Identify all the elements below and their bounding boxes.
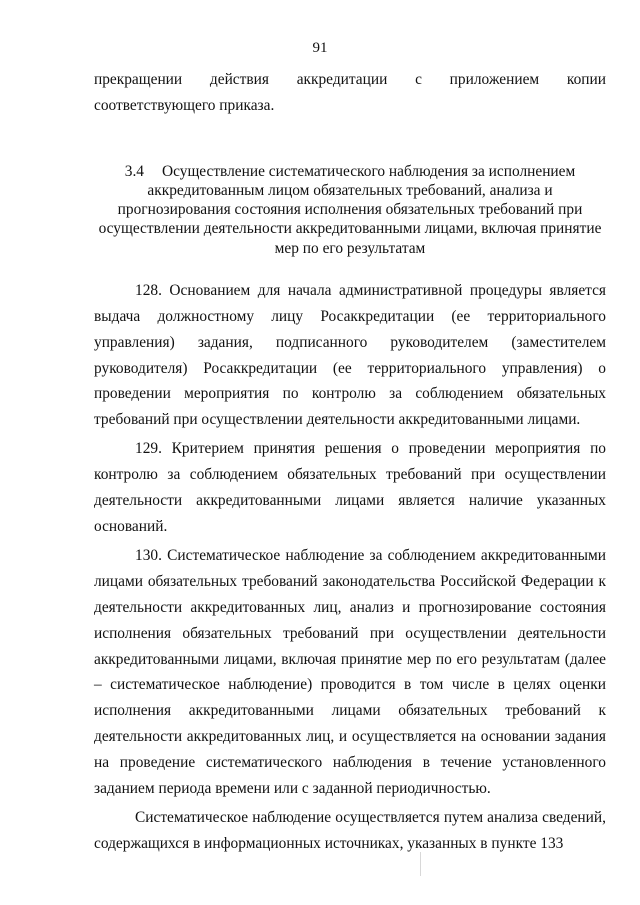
continuation-paragraph: прекращении действия аккредитации с приложением копии соответствующего приказа. bbox=[94, 71, 606, 114]
section-title: Осуществление систематического наблюдения за исполнением аккредитованным лицом обязательных требований, анализа и прогнозирования состояния исполнения обязательных требований при осуществлении деятельности аккредитованными лицами, включая принятие мер по его результатам bbox=[98, 162, 602, 257]
page-number: 91 bbox=[312, 40, 328, 56]
paragraph-129: 129. Критерием принятия решения о проведении мероприятия по контролю за соблюдением обязательных требований при осуществлении деятельности аккредитованными лицами является наличие указанных оснований. bbox=[94, 440, 606, 535]
paragraph-130: 130. Систематическое наблюдение за соблюдением аккредитованными лицами обязательных требований законодательства Российской Федерации к деятельности аккредитованных лиц, анализ и прогнозирование состояния исполнения обязательных требований при осуществлении деятельности аккредитованными лицами, включая принятие мер по его результатам (далее – систематическое наблюдение) проводится в том числе в целях оценки исполнения аккредитованными лицами обязательных требований к деятельности аккредитованных лиц, и осуществляется на основании задания на проведение систематического наблюдения в течение установленного заданием периода времени или с заданной периодичностью. bbox=[94, 546, 606, 798]
paragraph-128: 128. Основанием для начала административной процедуры является выдача должностному лицу Росаккредитации (ее территориального управления) задания, подписанного руководителем (заместителем руководителя) Росаккредитации (ее территориального управления) о проведении мероприятия по контролю за соблюдением обязательных требований при осуществлении деятельности аккредитованными лицами. bbox=[94, 281, 606, 429]
paragraph-systematic-observation: Систематическое наблюдение осуществляется путем анализа сведений, содержащихся в информационных источниках, указанных в пункте 133 bbox=[94, 808, 606, 852]
scan-artifact bbox=[420, 852, 421, 876]
document-body bbox=[94, 67, 606, 857]
section-heading bbox=[94, 162, 606, 258]
section-number: 3.4 bbox=[124, 162, 144, 180]
